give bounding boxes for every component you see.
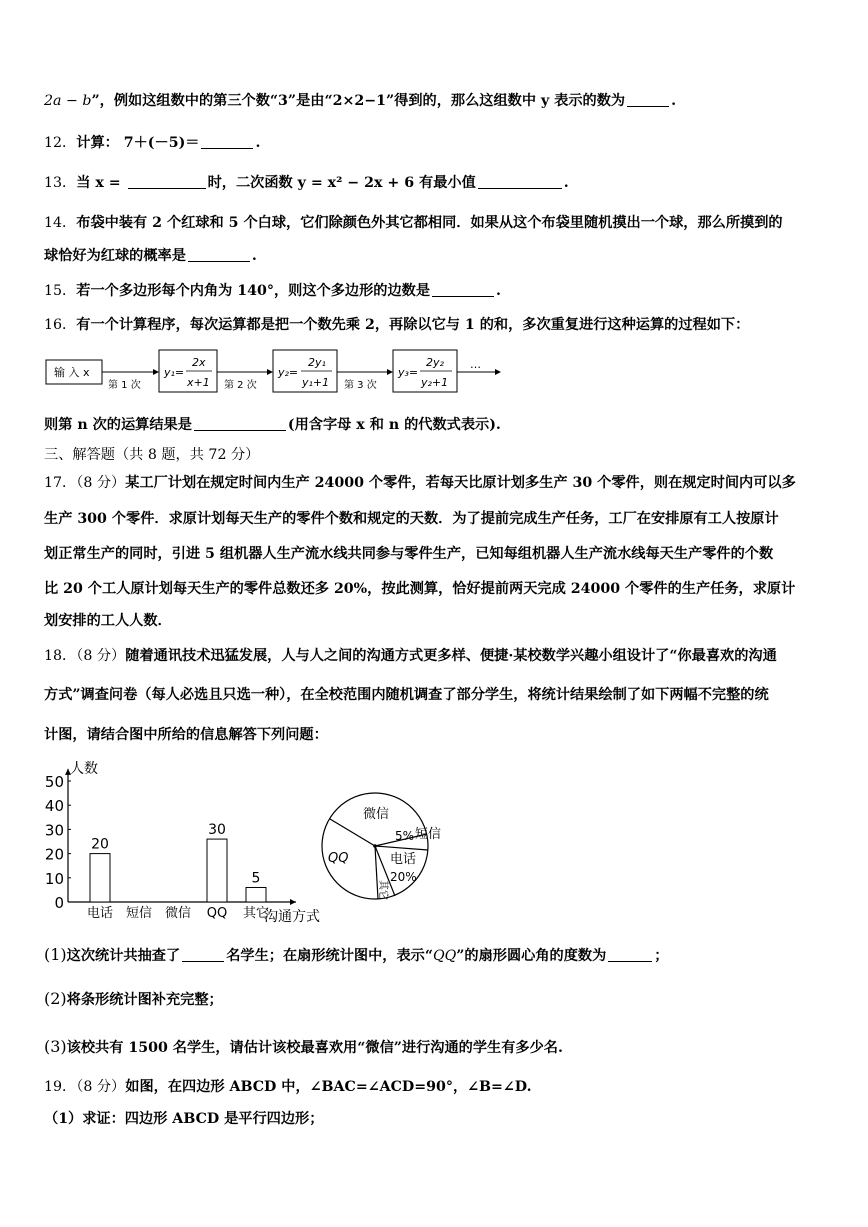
q13-text-a: 当 x = [76,175,126,191]
bar [207,839,227,902]
answer-blank [478,174,562,189]
question-number: 14． [44,215,77,231]
x-tick-label: 微信 [164,906,192,921]
question-number: 13． [44,175,77,191]
pie-label-wechat: 微信 [363,807,390,822]
question-14-line-1 [44,212,834,234]
question-14-line-2: 球恰好为红球的概率是 . [44,248,257,264]
y3-lhs: y₃= [398,366,419,379]
answer-blank [432,282,494,297]
y-tick-label: 10 [44,869,64,888]
q17-text-1: 某工厂计划在规定时间内生产 24000 个零件，若每天比原计划多生产 30 个零件，则在规定时间内可以多 [125,475,796,491]
q15-text: 若一个多边形每个内角为 140°，则这个多边形的边数是 [76,283,431,299]
y-tick-label: 40 [44,797,64,816]
q12-text: 计算： 7＋(－5)＝ [76,135,200,151]
step-2-label: 第 2 次 [224,380,257,391]
q18-1-text-a: 这次统计共抽查了 [66,948,181,964]
pie-label-phone: 电话 [390,852,417,867]
answer-blank [627,92,669,107]
q18-1-text-b: 名学生；在扇形统计图中，表示“ [226,948,433,964]
y-axis-label: 人数 [70,760,98,777]
math-expr: 2a − b [44,93,92,109]
computation-flow-diagram [40,346,510,404]
answer-blank [182,947,224,962]
answer-blank [608,947,652,962]
question-18-part-3 [44,1036,834,1059]
y1-denominator: x+1 [187,376,210,389]
pie-value-sms: 5% [395,829,415,843]
pie-divider [330,819,375,846]
question-17-line-5 [44,610,834,632]
question-13: 13．当 x = 时，二次函数 y = x² − 2x + 6 有最小值 . [44,175,569,191]
step-1-label: 第 1 次 [108,380,141,391]
flow-ellipsis: … [470,358,481,371]
bar-chart [40,748,340,928]
answer-blank [128,174,206,189]
question-17-line-4 [44,578,834,600]
question-number: 19．（8 分） [44,1079,126,1095]
q18-1-text-e: ； [654,948,669,964]
y2-numerator: 2y₁ [308,356,326,369]
pie-divider [375,846,428,850]
q11-text: ”，例如这组数中的第三个数“3”是由“2×2−1”得到的，那么这组数中 y 表示的数为 [91,93,626,109]
q17-text-4: 比 20 个工人原计划每天生产的零件总数还多 20%，按此测算，恰好提前两天完成 24000 个零件的生产任务，求原计 [44,581,796,597]
question-15: 15．若一个多边形每个内角为 140°，则这个多边形的边数是 . [44,283,501,299]
answer-blank [188,247,250,262]
question-18-part-1 [44,944,834,967]
bar [246,887,266,902]
y1-numerator: 2x [192,356,206,369]
pie-label-sms: 短信 [415,827,442,842]
bar-data-label: 20 [91,836,109,853]
question-19-part-1 [44,1108,834,1130]
x-axis-label: 沟通方式 [264,909,320,925]
part-mark: (3) [44,1037,67,1056]
pie-label-other: 其它 [377,880,388,900]
q18-text-3: 计图，请结合图中所给的信息解答下列问题： [44,727,328,743]
q16-text-a: 则第 n 次的运算结果是 [44,417,192,433]
y-tick-label: 50 [44,773,64,791]
question-number: 12． [44,135,77,151]
question-16-answer-line [44,414,834,436]
y2-denominator: y₁+1 [302,376,330,389]
step-3-label: 第 3 次 [344,380,377,391]
question-12: 12．计算： 7＋(－5)＝ . [44,135,261,151]
q13-text-b: 时，二次函数 y = x² − 2x + 6 有最小值 [207,175,476,191]
part-mark: (2) [44,989,67,1008]
q14-text: 布袋中装有 2 个红球和 5 个白球，它们除颜色外其它都相同．如果从这个布袋里随机摸出一个球，那么所摸到的 [76,215,783,231]
x-tick-label: 短信 [125,906,153,921]
q18-3-text: 该校共有 1500 名学生，请估计该校最喜欢用“微信”进行沟通的学生有多少名. [66,1040,563,1056]
y2-lhs: y₂= [278,366,299,379]
y-tick-label: 20 [44,845,64,864]
question-18-line-3 [44,724,834,746]
x-tick-label: QQ [206,906,228,921]
q18-2-text: 将条形统计图补充完整； [66,992,223,1008]
bar-data-label: 5 [251,870,261,887]
q19-text: 如图，在四边形 ABCD 中，∠BAC=∠ACD=90°，∠B=∠D. [125,1079,532,1095]
pie-value-phone: 20% [390,870,417,884]
question-18-part-2 [44,988,834,1011]
question-11-tail: 2a − b”，例如这组数中的第三个数“3”是由“2×2−1”得到的，那么这组数中 y 表示的数为 . [44,93,677,109]
x-axis-arrow [290,899,296,905]
q17-text-5: 划安排的工人人数． [44,613,172,629]
q18-text-2: 方式”调查问卷（每人必选且只选一种），在全校范围内随机调查了部分学生，将统计结果绘制了如下两幅不完整的统 [44,687,769,703]
question-17-line-2 [44,508,834,530]
question-number: 15． [44,283,77,299]
question-number: 18．（8 分） [44,648,126,664]
q16-text-b: (用含字母 x 和 n 的代数式表示). [287,417,501,433]
part-mark: (1) [44,945,67,964]
question-16 [44,314,834,336]
q17-text-3: 划正常生产的同时，引进 5 组机器人生产流水线共同参与零件生产，已知每组机器人生产流水线每天生产零件的个数 [44,546,774,562]
bar [90,854,110,902]
y-tick-label: 0 [54,894,64,912]
pie-chart [318,788,458,912]
q16-text: 有一个计算程序，每次运算都是把一个数先乘 2，再除以它与 1 的和，多次重复进行这种运算的过程如下： [76,317,750,333]
q19-1-text: （1）求证：四边形 ABCD 是平行四边形； [44,1111,324,1127]
q18-1-text-d: ”的扇形圆心角的度数为 [456,948,607,964]
q18-1-qq: QQ [432,948,457,964]
question-18-line-1 [44,645,834,667]
y-tick-label: 30 [44,821,64,840]
input-label: 输 入 x [54,366,90,379]
y3-denominator: y₂+1 [421,376,449,389]
x-tick-label: 其它 [242,906,270,921]
question-18-line-2 [44,684,834,706]
pie-label-qq: QQ [328,851,349,866]
section-3-heading [44,444,834,466]
y3-numerator: 2y₂ [426,356,444,369]
answer-blank [201,134,253,149]
question-19 [44,1076,834,1098]
question-number: 17．（8 分） [44,475,126,491]
question-number: 16． [44,317,77,333]
answer-blank [194,416,286,431]
x-tick-label: 电话 [86,906,114,921]
q14-text-2: 球恰好为红球的概率是 [44,248,186,264]
bar-data-label: 30 [208,822,226,839]
question-17-line-1 [44,472,834,494]
section-title: 三、解答题（共 8 题，共 72 分） [44,447,260,463]
y1-lhs: y₁= [164,366,185,379]
q17-text-2: 生产 300 个零件．求原计划每天生产的零件个数和规定的天数．为了提前完成生产任务，工厂在安排原有工人按原计 [44,511,779,527]
question-17-line-3 [44,543,834,565]
q18-text-1: 随着通讯技术迅猛发展，人与人之间的沟通方式更多样、便捷·某校数学兴趣小组设计了“你最喜欢的沟通 [125,648,777,664]
